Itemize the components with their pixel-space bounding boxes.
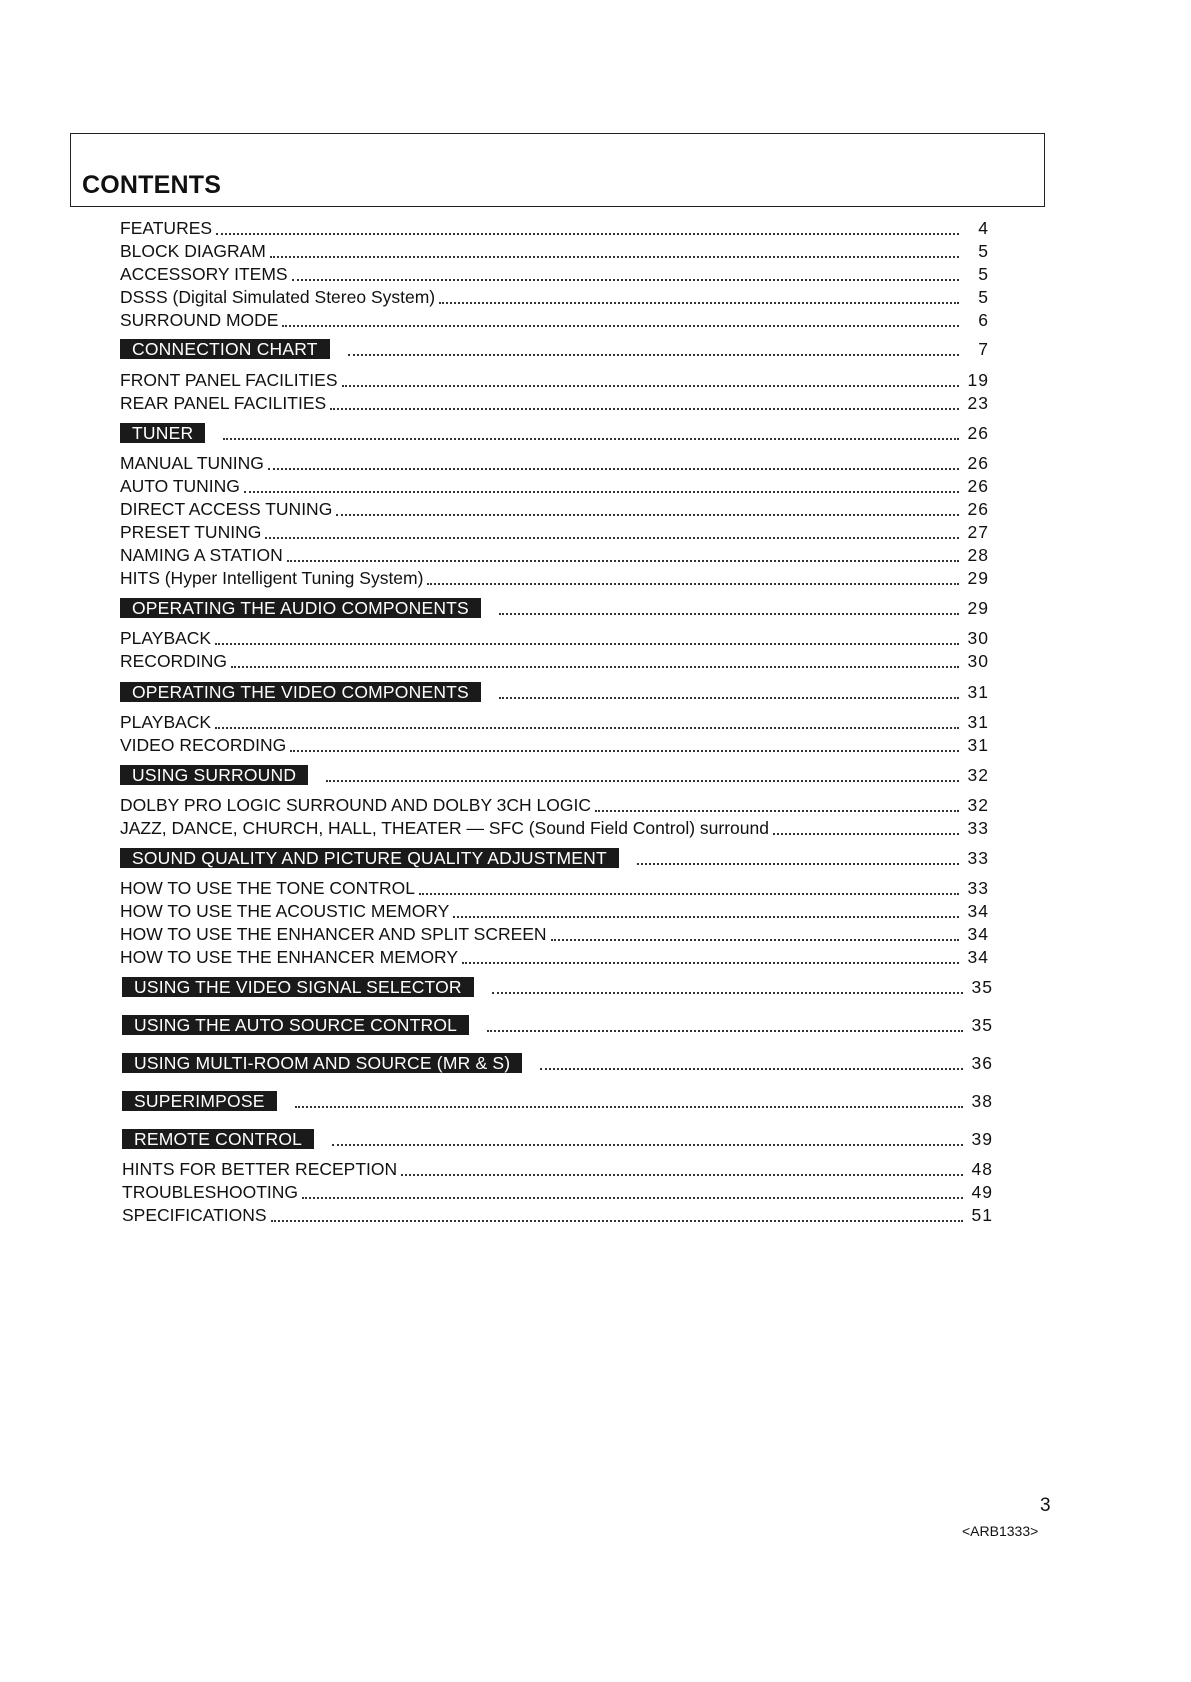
toc-section-label: CONNECTION CHART	[120, 339, 330, 359]
toc-entry-label: SPECIFICATIONS	[122, 1204, 267, 1225]
toc-page-number: 31	[967, 711, 989, 732]
toc-page-number: 30	[967, 650, 989, 671]
dot-leader	[773, 833, 959, 835]
toc-page-number: 51	[971, 1204, 993, 1225]
toc-page-number: 33	[967, 817, 989, 838]
toc-entry-label: HINTS FOR BETTER RECEPTION	[122, 1158, 398, 1179]
toc-entry-label: FRONT PANEL FACILITIES	[120, 369, 338, 390]
dot-leader	[290, 750, 959, 752]
toc-entry-row	[120, 368, 989, 392]
toc-section-label: REMOTE CONTROL	[122, 1129, 314, 1149]
toc-page-number: 26	[967, 498, 989, 519]
toc-section-label: TUNER	[120, 423, 205, 443]
toc-entry-label: VIDEO RECORDING	[120, 734, 287, 755]
toc-entry-row	[120, 543, 989, 567]
dot-leader	[348, 354, 959, 356]
dot-leader	[453, 916, 959, 918]
toc-section-row	[120, 680, 989, 704]
toc-entry-label: SURROUND MODE	[120, 309, 279, 330]
dot-leader	[270, 256, 959, 258]
toc-section-row	[120, 421, 989, 445]
toc-section-label: USING THE AUTO SOURCE CONTROL	[122, 1015, 469, 1035]
dot-leader	[487, 1030, 963, 1032]
toc-page-number: 33	[967, 847, 989, 868]
dot-leader	[540, 1068, 963, 1070]
toc-page-number: 30	[967, 627, 989, 648]
dot-leader	[336, 514, 959, 516]
toc-page-number: 32	[967, 764, 989, 785]
toc-entry-row	[120, 308, 989, 332]
toc-entry-row	[120, 793, 989, 817]
toc-page-number: 48	[971, 1158, 993, 1179]
toc-entry-row	[120, 285, 989, 309]
dot-leader	[342, 385, 959, 387]
dot-leader	[419, 893, 959, 895]
toc-page-number: 38	[971, 1090, 993, 1111]
toc-page-number: 5	[978, 286, 989, 307]
toc-entry-row	[120, 899, 989, 923]
toc-section-row	[122, 1051, 993, 1075]
toc-entry-label: DOLBY PRO LOGIC SURROUND AND DOLBY 3CH LOGIC	[120, 794, 591, 815]
dot-leader	[427, 583, 959, 585]
toc-entry-label: MANUAL TUNING	[120, 452, 264, 473]
dot-leader	[595, 810, 959, 812]
toc-section-row	[122, 975, 993, 999]
toc-entry-row	[120, 710, 989, 734]
toc-section-label: USING THE VIDEO SIGNAL SELECTOR	[122, 977, 474, 997]
toc-entry-row	[120, 945, 989, 969]
toc-page-number: 31	[967, 734, 989, 755]
toc-page-number: 26	[967, 475, 989, 496]
toc-entry-label: HOW TO USE THE ENHANCER MEMORY	[120, 946, 459, 967]
toc-section-label: SOUND QUALITY AND PICTURE QUALITY ADJUSTMENT	[120, 848, 619, 868]
dot-leader	[271, 1220, 963, 1222]
toc-page-number: 32	[967, 794, 989, 815]
page-title: CONTENTS	[82, 171, 222, 199]
dot-leader	[637, 863, 959, 865]
dot-leader	[499, 613, 959, 615]
dot-leader	[223, 438, 959, 440]
dot-leader	[287, 560, 959, 562]
toc-page-number: 28	[967, 544, 989, 565]
dot-leader	[282, 325, 959, 327]
toc-page-number: 6	[978, 309, 989, 330]
toc-entry-label: PRESET TUNING	[120, 521, 262, 542]
toc-page-number: 19	[967, 369, 989, 390]
toc-entry-label: NAMING A STATION	[120, 544, 283, 565]
toc-section-row	[122, 1089, 993, 1113]
dot-leader	[326, 780, 959, 782]
toc-page-number: 34	[967, 923, 989, 944]
toc-section-label: USING MULTI-ROOM AND SOURCE (MR & S)	[122, 1053, 522, 1073]
toc-entry-row	[120, 626, 989, 650]
toc-entry-row	[122, 1157, 993, 1181]
dot-leader	[492, 992, 963, 994]
toc-entry-label: HOW TO USE THE ENHANCER AND SPLIT SCREEN	[120, 923, 547, 944]
toc-section-label: OPERATING THE VIDEO COMPONENTS	[120, 682, 481, 702]
toc-entry-row	[122, 1203, 993, 1227]
dot-leader	[499, 697, 959, 699]
toc-section-label: SUPERIMPOSE	[122, 1091, 277, 1111]
toc-section-row	[120, 846, 989, 870]
toc-section-row	[122, 1127, 993, 1151]
toc-page-number: 31	[967, 681, 989, 702]
toc-page-number: 5	[978, 240, 989, 261]
toc-entry-label: PLAYBACK	[120, 627, 212, 648]
toc-entry-row	[120, 566, 989, 590]
toc-page-number: 34	[967, 946, 989, 967]
dot-leader	[462, 962, 959, 964]
toc-section-row	[122, 1013, 993, 1037]
dot-leader	[216, 233, 959, 235]
toc-page-number: 35	[971, 976, 993, 997]
toc-page-number: 29	[967, 597, 989, 618]
toc-entry-label: PLAYBACK	[120, 711, 212, 732]
toc-entry-row	[120, 239, 989, 263]
toc-entry-label: AUTO TUNING	[120, 475, 240, 496]
dot-leader	[265, 537, 959, 539]
dot-leader	[244, 491, 959, 493]
dot-leader	[551, 939, 959, 941]
toc-entry-row	[120, 733, 989, 757]
toc-page-number: 5	[978, 263, 989, 284]
toc-entry-row	[122, 1180, 993, 1204]
dot-leader	[231, 666, 959, 668]
document-code: <ARB1333>	[962, 1523, 1039, 1539]
toc-entry-row	[120, 262, 989, 286]
dot-leader	[268, 468, 959, 470]
dot-leader	[215, 643, 959, 645]
toc-entry-label: HOW TO USE THE ACOUSTIC MEMORY	[120, 900, 450, 921]
toc-entry-row	[120, 497, 989, 521]
dot-leader	[439, 302, 959, 304]
toc-entry-label: REAR PANEL FACILITIES	[120, 392, 327, 413]
toc-section-label: USING SURROUND	[120, 765, 308, 785]
toc-page-number: 36	[971, 1052, 993, 1073]
toc-page-number: 33	[967, 877, 989, 898]
toc-entry-label: RECORDING	[120, 650, 227, 671]
toc-entry-row	[120, 474, 989, 498]
toc-entry-label: DSSS (Digital Simulated Stereo System)	[120, 286, 436, 307]
toc-entry-label: HITS (Hyper Intelligent Tuning System)	[120, 567, 424, 588]
toc-entry-row	[120, 216, 989, 240]
toc-page-number: 29	[967, 567, 989, 588]
dot-leader	[302, 1197, 963, 1199]
toc-page-number: 4	[978, 217, 989, 238]
toc-page-number: 27	[967, 521, 989, 542]
toc-page-number: 7	[978, 338, 989, 359]
dot-leader	[401, 1174, 963, 1176]
toc-page-number: 26	[967, 452, 989, 473]
toc-page-number: 35	[971, 1014, 993, 1035]
toc-entry-label: ACCESSORY ITEMS	[120, 263, 288, 284]
toc-section-row	[120, 337, 989, 361]
toc-section-row	[120, 763, 989, 787]
toc-entry-label: FEATURES	[120, 217, 213, 238]
dot-leader	[292, 279, 959, 281]
dot-leader	[215, 727, 959, 729]
toc-entry-row	[120, 649, 989, 673]
toc-page-number: 49	[971, 1181, 993, 1202]
toc-page-number: 26	[967, 422, 989, 443]
toc-entry-row	[120, 816, 989, 840]
toc-section-row	[120, 596, 989, 620]
toc-entry-row	[120, 876, 989, 900]
toc-entry-label: BLOCK DIAGRAM	[120, 240, 266, 261]
dot-leader	[330, 408, 959, 410]
page-number: 3	[1040, 1495, 1051, 1516]
toc-page-number: 39	[971, 1128, 993, 1149]
toc-entry-row	[120, 520, 989, 544]
toc-entry-row	[120, 922, 989, 946]
toc-entry-label: DIRECT ACCESS TUNING	[120, 498, 333, 519]
toc-section-label: OPERATING THE AUDIO COMPONENTS	[120, 598, 481, 618]
toc-entry-label: HOW TO USE THE TONE CONTROL	[120, 877, 415, 898]
toc-entry-row	[120, 391, 989, 415]
toc-page-number: 23	[967, 392, 989, 413]
dot-leader	[332, 1144, 963, 1146]
toc-page-number: 34	[967, 900, 989, 921]
dot-leader	[295, 1106, 963, 1108]
toc-entry-label: JAZZ, DANCE, CHURCH, HALL, THEATER — SFC (Sound Field Control) surround	[120, 817, 769, 838]
toc-entry-label: TROUBLESHOOTING	[122, 1181, 298, 1202]
toc-entry-row	[120, 451, 989, 475]
